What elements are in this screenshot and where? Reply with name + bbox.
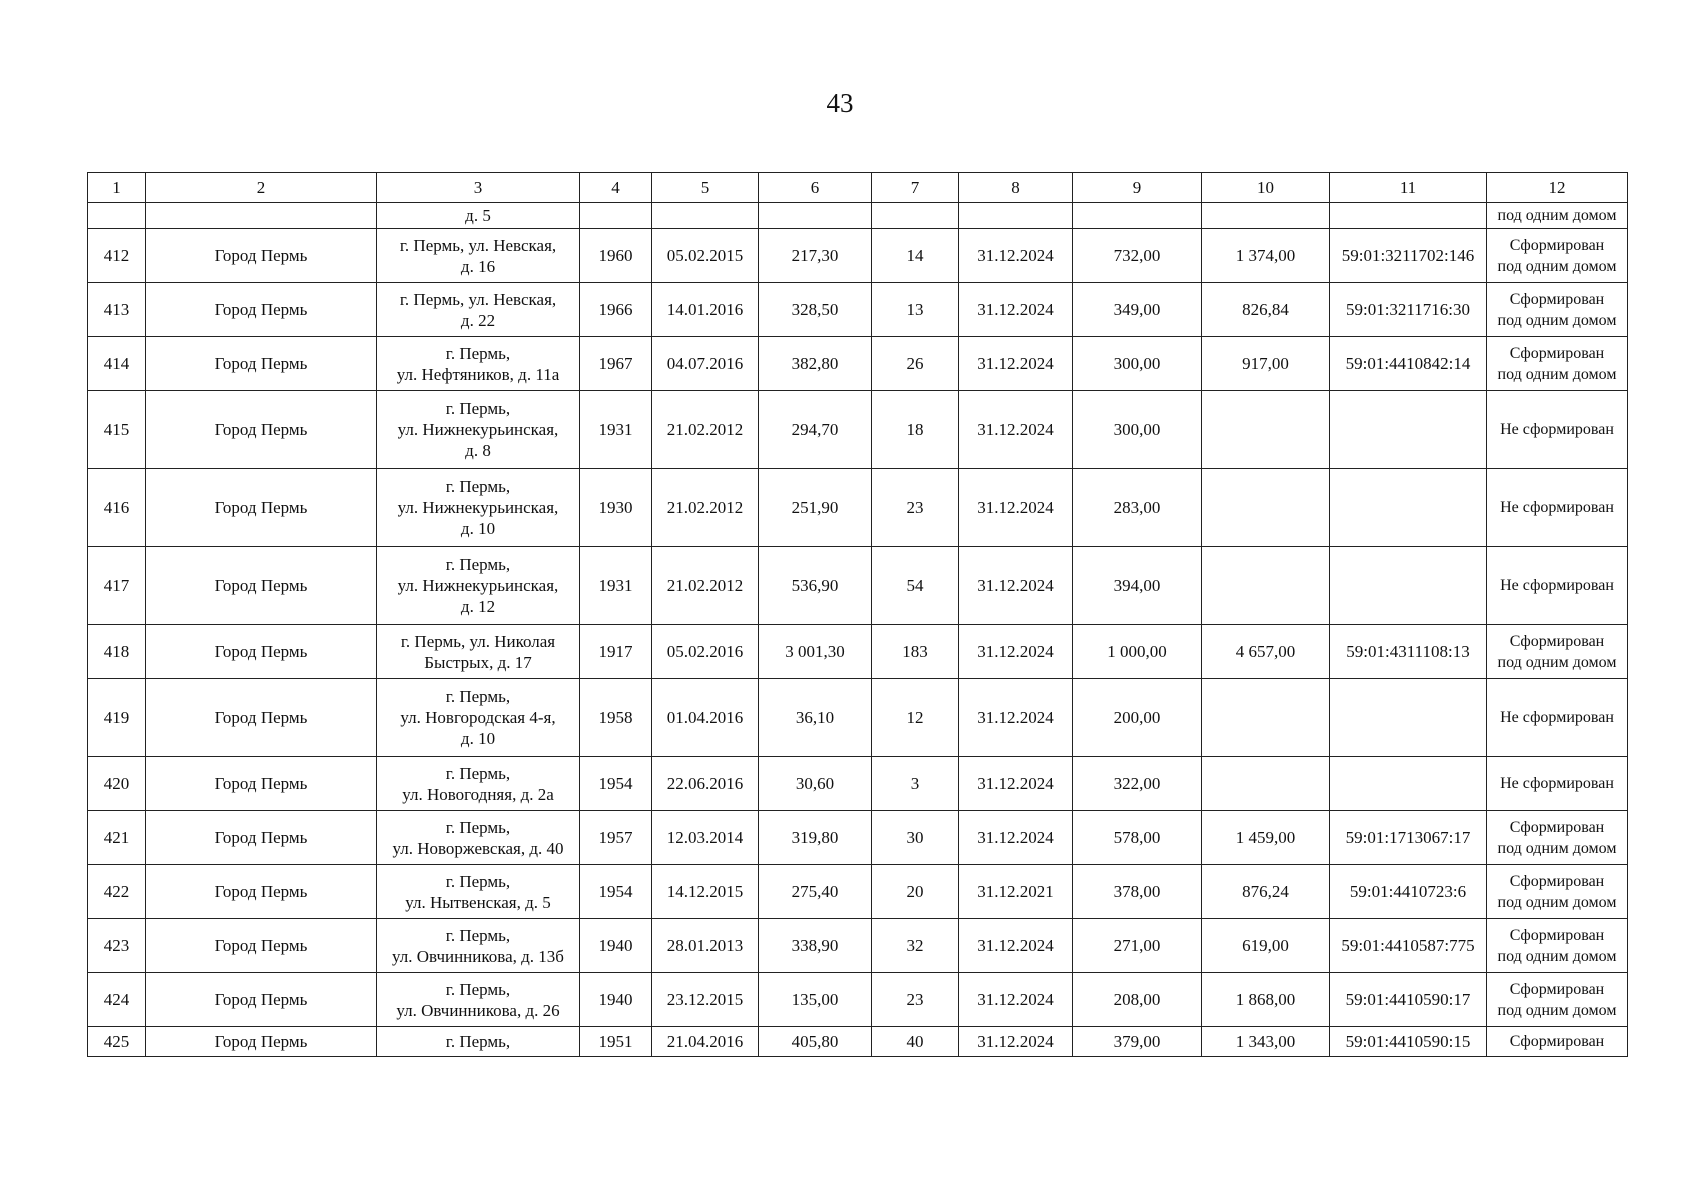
cell-col10: 1 374,00 [1202, 229, 1330, 283]
cell-cadastral: 59:01:4410590:17 [1330, 973, 1487, 1027]
cell-col9: 208,00 [1073, 973, 1202, 1027]
address-line: г. Пермь, [445, 343, 511, 363]
address-line: г. Пермь, ул. Невская, [399, 235, 557, 255]
cell-residents: 12 [872, 679, 959, 757]
cell-area: 36,10 [759, 679, 872, 757]
cell-area: 30,60 [759, 757, 872, 811]
cell-col9: 300,00 [1073, 391, 1202, 469]
cell-area: 275,40 [759, 865, 872, 919]
cell-date: 01.04.2016 [652, 679, 759, 757]
address-line: ул. Овчинникова, д. 26 [396, 1000, 560, 1020]
column-header: 1 [88, 173, 146, 203]
cell-status [1487, 919, 1628, 973]
table-row [88, 547, 1628, 625]
cell-cadastral: 59:01:4410723:6 [1330, 865, 1487, 919]
cell-municipality: Город Пермь [146, 229, 377, 283]
status-line: под одним домом [1497, 207, 1617, 224]
cell-status [1487, 865, 1628, 919]
column-header: 12 [1487, 173, 1628, 203]
address-line: ул. Овчинникова, д. 13б [392, 946, 564, 966]
cell-col10 [1202, 469, 1330, 547]
cell-cadastral: 59:01:4410587:775 [1330, 919, 1487, 973]
cell-year: 1967 [580, 337, 652, 391]
cell-address [377, 973, 580, 1027]
cell-status [1487, 625, 1628, 679]
address-line: г. Пермь, ул. Невская, [399, 289, 557, 309]
cell-num: 421 [88, 811, 146, 865]
column-header: 2 [146, 173, 377, 203]
cell-municipality: Город Пермь [146, 625, 377, 679]
cell-address [377, 203, 580, 229]
cell-num: 415 [88, 391, 146, 469]
cell-deadline: 31.12.2024 [959, 625, 1073, 679]
cell-col9: 200,00 [1073, 679, 1202, 757]
cell-deadline: 31.12.2024 [959, 469, 1073, 547]
cell-col10 [1202, 203, 1330, 229]
cell-num: 412 [88, 229, 146, 283]
address-line: г. Пермь, [445, 1032, 511, 1051]
cell-cadastral: 59:01:3211716:30 [1330, 283, 1487, 337]
address-line: ул. Новоржевская, д. 40 [392, 838, 564, 858]
cell-year: 1917 [580, 625, 652, 679]
cell-status [1487, 391, 1628, 469]
status-line: Не сформирован [1500, 499, 1614, 516]
cell-year: 1957 [580, 811, 652, 865]
cell-area [759, 203, 872, 229]
table-body [88, 203, 1628, 1057]
cell-col9: 732,00 [1073, 229, 1202, 283]
cell-deadline [959, 203, 1073, 229]
cell-deadline: 31.12.2024 [959, 973, 1073, 1027]
cell-num: 419 [88, 679, 146, 757]
column-header: 4 [580, 173, 652, 203]
address-line: г. Пермь, [445, 399, 511, 418]
status-line: под одним домом [1497, 257, 1617, 275]
status-line: Сформирован [1509, 290, 1605, 308]
cell-col9 [1073, 203, 1202, 229]
address-line: ул. Нижнекурьинская, [397, 420, 559, 439]
cell-area: 536,90 [759, 547, 872, 625]
cell-num: 420 [88, 757, 146, 811]
cell-col10: 619,00 [1202, 919, 1330, 973]
cell-col10: 1 459,00 [1202, 811, 1330, 865]
cell-municipality: Город Пермь [146, 811, 377, 865]
address-line: г. Пермь, [445, 925, 511, 945]
cell-col10 [1202, 391, 1330, 469]
status-line: под одним домом [1497, 365, 1617, 383]
address-line: г. Пермь, [445, 763, 511, 783]
address-line: г. Пермь, [445, 817, 511, 837]
cell-address [377, 391, 580, 469]
cell-date: 28.01.2013 [652, 919, 759, 973]
cell-residents: 183 [872, 625, 959, 679]
cell-address [377, 337, 580, 391]
address-line: д. 8 [465, 441, 491, 460]
address-line: ул. Новогодняя, д. 2а [402, 784, 554, 804]
status-line: Не сформирован [1500, 421, 1614, 438]
cell-date: 04.07.2016 [652, 337, 759, 391]
address-line: г. Пермь, [445, 871, 511, 891]
table-row [88, 229, 1628, 283]
cell-residents: 32 [872, 919, 959, 973]
cell-cadastral [1330, 757, 1487, 811]
cell-cadastral [1330, 469, 1487, 547]
cell-deadline: 31.12.2024 [959, 283, 1073, 337]
cell-address [377, 1027, 580, 1057]
cell-status [1487, 973, 1628, 1027]
column-header: 10 [1202, 173, 1330, 203]
cell-deadline: 31.12.2024 [959, 337, 1073, 391]
cell-municipality: Город Пермь [146, 1027, 377, 1057]
cell-year: 1940 [580, 973, 652, 1027]
table-row [88, 973, 1628, 1027]
cell-area: 338,90 [759, 919, 872, 973]
status-line: под одним домом [1497, 653, 1617, 671]
cell-col10: 917,00 [1202, 337, 1330, 391]
cell-deadline: 31.12.2024 [959, 919, 1073, 973]
status-line: Сформирован [1509, 926, 1605, 944]
status-line: Сформирован [1509, 872, 1605, 890]
cell-residents: 3 [872, 757, 959, 811]
cell-residents: 23 [872, 973, 959, 1027]
cell-residents: 20 [872, 865, 959, 919]
cell-date: 12.03.2014 [652, 811, 759, 865]
address-line: д. 10 [460, 729, 496, 748]
cell-area: 328,50 [759, 283, 872, 337]
cell-deadline: 31.12.2024 [959, 811, 1073, 865]
cell-date: 14.01.2016 [652, 283, 759, 337]
cell-municipality: Город Пермь [146, 679, 377, 757]
cell-col10: 876,24 [1202, 865, 1330, 919]
status-line: Сформирован [1509, 632, 1605, 650]
cell-date: 21.02.2012 [652, 547, 759, 625]
table-row [88, 283, 1628, 337]
cell-address [377, 679, 580, 757]
cell-year [580, 203, 652, 229]
cell-municipality: Город Пермь [146, 547, 377, 625]
status-line: под одним домом [1497, 1001, 1617, 1019]
column-header: 8 [959, 173, 1073, 203]
status-line: под одним домом [1497, 893, 1617, 911]
column-header: 11 [1330, 173, 1487, 203]
cell-residents: 14 [872, 229, 959, 283]
address-line: г. Пермь, ул. Николая [400, 631, 556, 651]
cell-num: 416 [88, 469, 146, 547]
cell-address [377, 547, 580, 625]
address-line: д. 22 [460, 310, 496, 330]
address-line: г. Пермь, [445, 687, 511, 706]
cell-date: 21.02.2012 [652, 469, 759, 547]
cell-residents: 40 [872, 1027, 959, 1057]
status-line: Не сформирован [1500, 775, 1614, 792]
cell-col9: 394,00 [1073, 547, 1202, 625]
column-header: 3 [377, 173, 580, 203]
cell-address [377, 625, 580, 679]
cell-area: 294,70 [759, 391, 872, 469]
cell-deadline: 31.12.2024 [959, 547, 1073, 625]
status-line: Не сформирован [1500, 709, 1614, 726]
address-line: г. Пермь, [445, 477, 511, 496]
address-line: ул. Новгородская 4-я, [400, 708, 556, 727]
column-header: 7 [872, 173, 959, 203]
cell-address [377, 757, 580, 811]
cell-col9: 349,00 [1073, 283, 1202, 337]
cell-col10 [1202, 757, 1330, 811]
cell-col10: 826,84 [1202, 283, 1330, 337]
cell-num: 422 [88, 865, 146, 919]
cell-municipality: Город Пермь [146, 865, 377, 919]
cell-col9: 283,00 [1073, 469, 1202, 547]
cell-year: 1930 [580, 469, 652, 547]
cell-cadastral [1330, 547, 1487, 625]
cell-deadline: 31.12.2024 [959, 391, 1073, 469]
cell-year: 1931 [580, 547, 652, 625]
housing-registry-table [87, 172, 1628, 1057]
cell-status [1487, 679, 1628, 757]
cell-col9: 1 000,00 [1073, 625, 1202, 679]
cell-date [652, 203, 759, 229]
table-row [88, 811, 1628, 865]
cell-col9: 378,00 [1073, 865, 1202, 919]
column-number-header-row [88, 173, 1628, 203]
address-line: ул. Нижнекурьинская, [397, 498, 559, 517]
continuation-row [88, 203, 1628, 229]
cell-area: 135,00 [759, 973, 872, 1027]
status-line: под одним домом [1497, 839, 1617, 857]
cell-municipality: Город Пермь [146, 283, 377, 337]
cell-date: 21.02.2012 [652, 391, 759, 469]
cell-date: 22.06.2016 [652, 757, 759, 811]
cell-col10: 4 657,00 [1202, 625, 1330, 679]
status-line: Сформирован [1509, 980, 1605, 998]
cell-address [377, 865, 580, 919]
status-line: Сформирован [1509, 1033, 1605, 1050]
cell-residents [872, 203, 959, 229]
cell-col9: 322,00 [1073, 757, 1202, 811]
cell-municipality: Город Пермь [146, 973, 377, 1027]
cell-status [1487, 469, 1628, 547]
cell-year: 1931 [580, 391, 652, 469]
address-line: ул. Нижнекурьинская, [397, 576, 559, 595]
cell-residents: 30 [872, 811, 959, 865]
cell-address [377, 811, 580, 865]
cell-num: 423 [88, 919, 146, 973]
cell-municipality: Город Пермь [146, 757, 377, 811]
cell-address [377, 919, 580, 973]
cell-deadline: 31.12.2024 [959, 229, 1073, 283]
cell-area: 319,80 [759, 811, 872, 865]
cell-num: 424 [88, 973, 146, 1027]
cell-cadastral [1330, 391, 1487, 469]
status-line: под одним домом [1497, 311, 1617, 329]
table-row [88, 757, 1628, 811]
cell-municipality: Город Пермь [146, 337, 377, 391]
status-line: под одним домом [1497, 947, 1617, 965]
cell-cadastral: 59:01:4410842:14 [1330, 337, 1487, 391]
cell-area: 382,80 [759, 337, 872, 391]
address-line: ул. Нефтяников, д. 11а [396, 364, 560, 384]
cell-status [1487, 229, 1628, 283]
cell-num: 425 [88, 1027, 146, 1057]
status-line: Сформирован [1509, 818, 1605, 836]
cell-deadline: 31.12.2024 [959, 679, 1073, 757]
cell-date: 21.04.2016 [652, 1027, 759, 1057]
cell-col9: 300,00 [1073, 337, 1202, 391]
address-line: г. Пермь, [445, 979, 511, 999]
cell-status [1487, 811, 1628, 865]
cell-num [88, 203, 146, 229]
cell-address [377, 229, 580, 283]
cell-status [1487, 203, 1628, 229]
cell-year: 1966 [580, 283, 652, 337]
cell-year: 1954 [580, 865, 652, 919]
page-number: 43 [826, 88, 854, 118]
cell-col9: 578,00 [1073, 811, 1202, 865]
cell-address [377, 469, 580, 547]
cell-year: 1940 [580, 919, 652, 973]
cell-cadastral: 59:01:4410590:15 [1330, 1027, 1487, 1057]
cell-municipality [146, 203, 377, 229]
cell-col10 [1202, 679, 1330, 757]
column-header: 6 [759, 173, 872, 203]
cell-area: 217,30 [759, 229, 872, 283]
cell-residents: 18 [872, 391, 959, 469]
cell-municipality: Город Пермь [146, 919, 377, 973]
cell-residents: 23 [872, 469, 959, 547]
address-line: д. 12 [460, 597, 496, 616]
address-line: г. Пермь, [445, 555, 511, 574]
cell-residents: 13 [872, 283, 959, 337]
table-row [88, 1027, 1628, 1057]
cell-area: 405,80 [759, 1027, 872, 1057]
column-header: 5 [652, 173, 759, 203]
cell-year: 1954 [580, 757, 652, 811]
cell-area: 3 001,30 [759, 625, 872, 679]
cell-date: 05.02.2015 [652, 229, 759, 283]
cell-deadline: 31.12.2021 [959, 865, 1073, 919]
cell-col10: 1 343,00 [1202, 1027, 1330, 1057]
cell-cadastral: 59:01:1713067:17 [1330, 811, 1487, 865]
status-line: Не сформирован [1500, 577, 1614, 594]
table-row [88, 469, 1628, 547]
cell-year: 1960 [580, 229, 652, 283]
cell-residents: 54 [872, 547, 959, 625]
cell-residents: 26 [872, 337, 959, 391]
cell-num: 418 [88, 625, 146, 679]
table-row [88, 625, 1628, 679]
cell-cadastral [1330, 203, 1487, 229]
cell-num: 414 [88, 337, 146, 391]
cell-deadline: 31.12.2024 [959, 757, 1073, 811]
cell-col9: 271,00 [1073, 919, 1202, 973]
cell-status [1487, 283, 1628, 337]
cell-col10: 1 868,00 [1202, 973, 1330, 1027]
status-line: Сформирован [1509, 344, 1605, 362]
cell-num: 413 [88, 283, 146, 337]
cell-col9: 379,00 [1073, 1027, 1202, 1057]
address-line: д. 5 [465, 206, 491, 225]
cell-area: 251,90 [759, 469, 872, 547]
cell-municipality: Город Пермь [146, 469, 377, 547]
cell-cadastral: 59:01:4311108:13 [1330, 625, 1487, 679]
address-line: д. 16 [460, 256, 496, 276]
cell-date: 14.12.2015 [652, 865, 759, 919]
address-line: ул. Нытвенская, д. 5 [405, 892, 551, 912]
table-row [88, 391, 1628, 469]
cell-cadastral [1330, 679, 1487, 757]
column-header: 9 [1073, 173, 1202, 203]
address-line: Быстрых, д. 17 [424, 652, 532, 672]
table-row [88, 337, 1628, 391]
cell-col10 [1202, 547, 1330, 625]
cell-status [1487, 1027, 1628, 1057]
cell-year: 1958 [580, 679, 652, 757]
cell-status [1487, 337, 1628, 391]
cell-municipality: Город Пермь [146, 391, 377, 469]
status-line: Сформирован [1509, 236, 1605, 254]
table-row [88, 865, 1628, 919]
cell-status [1487, 757, 1628, 811]
cell-cadastral: 59:01:3211702:146 [1330, 229, 1487, 283]
cell-date: 23.12.2015 [652, 973, 759, 1027]
cell-num: 417 [88, 547, 146, 625]
cell-deadline: 31.12.2024 [959, 1027, 1073, 1057]
table-row [88, 679, 1628, 757]
cell-status [1487, 547, 1628, 625]
address-line: д. 10 [460, 519, 496, 538]
table-row [88, 919, 1628, 973]
cell-date: 05.02.2016 [652, 625, 759, 679]
cell-year: 1951 [580, 1027, 652, 1057]
cell-address [377, 283, 580, 337]
